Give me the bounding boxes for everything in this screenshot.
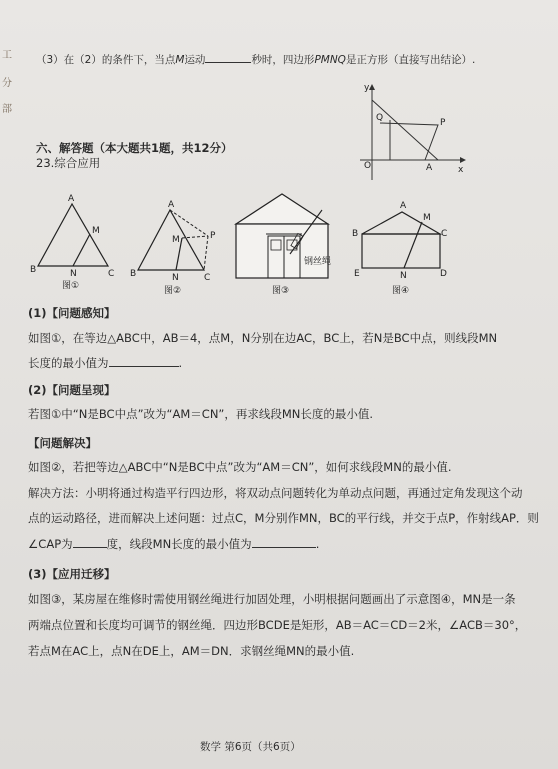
part2-heading: (2)【问题呈现】 — [28, 383, 116, 397]
coordinate-figure — [350, 80, 470, 190]
svg-text:C: C — [204, 273, 211, 283]
label-q: Q — [376, 113, 384, 123]
svg-text:M: M — [172, 235, 180, 245]
svg-text:C: C — [441, 229, 448, 239]
section-title: 六、解答题（本大题共1题，共12分） — [36, 141, 233, 155]
svg-text:N: N — [70, 269, 77, 279]
svg-text:M: M — [92, 226, 100, 236]
margin-mark: 工 — [2, 50, 12, 61]
page-footer: 数学 第6页（共6页） — [200, 741, 301, 753]
part3-line2: 两端点位置和长度均可调节的钢丝绳．四边形BCDE是矩形，AB＝AC＝CD＝2米，∠ACB＝30°， — [28, 618, 527, 632]
answer-blank[interactable] — [205, 52, 251, 63]
solve-line4: ∠CAP为 度，线段MN长度的最小值为 . — [28, 537, 320, 551]
figure-4 — [352, 201, 447, 296]
svg-text:M: M — [423, 213, 431, 223]
angle-answer-blank[interactable] — [73, 537, 107, 548]
solve-line2: 解决方法：小明将通过构造平行四边形，将双动点问题转化为单动点问题，再通过定角发现这个动 — [28, 486, 523, 500]
min-length-answer-blank[interactable] — [252, 537, 316, 548]
figures-row — [22, 190, 522, 300]
label-p: P — [440, 118, 446, 128]
figure-1 — [30, 194, 114, 291]
solve-heading: 【问题解决】 — [28, 436, 97, 450]
part3-heading: (3)【应用迁移】 — [28, 567, 116, 581]
label-o: O — [364, 161, 372, 171]
part3-line3: 若点M在AC上，点N在DE上，AM＝DN．求钢丝绳MN的最小值. — [28, 644, 355, 658]
figure-2 — [130, 200, 216, 296]
svg-text:B: B — [352, 229, 359, 239]
part1-answer-blank[interactable] — [109, 356, 179, 367]
svg-text:P: P — [210, 231, 216, 241]
svg-text:N: N — [172, 273, 179, 283]
label-a: A — [426, 163, 433, 173]
figure-1-caption: 图① — [62, 281, 80, 291]
svg-text:A: A — [168, 200, 175, 210]
part2-line1: 若图①中“N是BC中点”改为“AM＝CN”，再求线段MN长度的最小值. — [28, 407, 374, 421]
svg-text:C: C — [108, 269, 115, 279]
svg-text:N: N — [400, 271, 407, 281]
svg-text:E: E — [354, 269, 360, 279]
svg-text:D: D — [440, 269, 447, 279]
svg-text:A: A — [68, 194, 75, 204]
question-title: 23.综合应用 — [36, 156, 101, 170]
figure-4-caption: 图④ — [392, 286, 410, 296]
previous-question-part3: （3）在（2）的条件下，当点M运动 秒时，四边形PMNQ是正方形（直接写出结论）. — [36, 54, 476, 66]
svg-text:B: B — [30, 265, 37, 275]
part1-line2: 长度的最小值为 . — [28, 356, 183, 370]
part1-line1: 如图①，在等边△ABC中，AB＝4，点M，N分别在边AC，BC上，若N是BC中点，则线段MN — [28, 331, 498, 345]
figure-3-caption: 图③ — [272, 286, 290, 296]
part3-line1: 如图③，某房屋在维修时需使用钢丝绳进行加固处理，小明根据问题画出了示意图④，MN是一条 — [28, 592, 516, 606]
figure-2-caption: 图② — [164, 286, 182, 296]
solve-line3: 点的运动路径，进而解决上述问题：过点C，M分别作MN，BC的平行线，并交于点P，作射线AP．则 — [28, 511, 539, 525]
label-y: y — [364, 83, 370, 93]
part1-heading: (1)【问题感知】 — [28, 306, 116, 320]
label-x: x — [458, 165, 464, 175]
figure-3 — [236, 194, 331, 296]
solve-line1: 如图②，若把等边△ABC中“N是BC中点”改为“AM＝CN”，如何求线段MN的最小值. — [28, 460, 452, 474]
svg-text:B: B — [130, 269, 137, 279]
rope-label: 钢丝绳 — [304, 257, 332, 267]
svg-text:A: A — [400, 201, 407, 211]
margin-mark: 部 — [2, 104, 12, 115]
margin-mark: 分 — [2, 78, 12, 89]
